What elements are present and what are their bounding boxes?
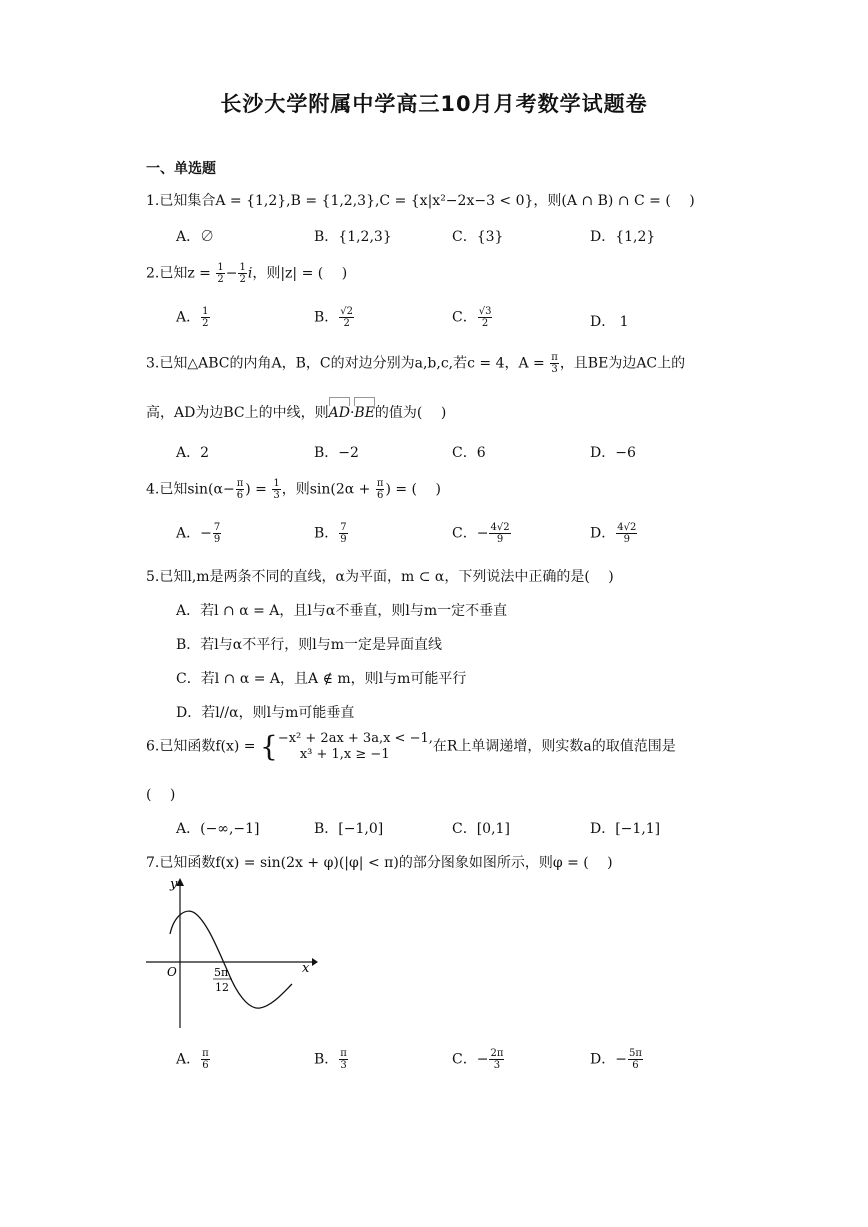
question-4-stem: 4.已知sin(α− $\frac{\pi}{6}$ ) = $\frac{1}{3}$ ，则sin(2α + $\frac{\pi}{6}$ ) = ( )	[146, 478, 441, 501]
q5-option-d: D．若l//α，则l与m可能垂直	[176, 705, 355, 721]
q7-option-d: D．− $\frac{5\pi}{6}$	[590, 1048, 642, 1071]
section-heading: 一、单选题	[146, 161, 216, 177]
q1-option-a: A．∅	[176, 229, 215, 245]
x-axis-arrow	[312, 958, 318, 966]
vector-be: BE	[354, 405, 375, 421]
q3-option-c: C．6	[452, 445, 486, 461]
q7-option-c: C．− $\frac{2\pi}{3}$	[452, 1048, 504, 1071]
vector-ad: AD	[328, 405, 350, 421]
q3-option-b: B．−2	[314, 445, 359, 461]
q5-option-c: C．若l ∩ α = A，且A ∉ m，则l与m可能平行	[176, 671, 467, 687]
x-axis-label: x	[302, 961, 310, 976]
q2-stem-pre: 2.已知z =	[146, 265, 216, 282]
q2-option-b: B． $\frac{√2}{2}$	[314, 306, 354, 329]
piecewise-function: −x² + 2ax + 3a,x < −1, x³ + 1,x ≥ −1	[277, 730, 433, 762]
question-6-stem: 6.已知函数f(x) = { −x² + 2ax + 3a,x < −1, x³ + 1,x ≥ −1 在R上单调递增，则实数a的取值范围是	[146, 730, 676, 763]
q6-option-c: C．[0,1]	[452, 821, 510, 837]
question-5-stem: 5.已知l,m是两条不同的直线，α为平面，m ⊂ α，下列说法中正确的是( )	[146, 569, 614, 585]
q5-option-a: A．若l ∩ α = A，且l与α不垂直，则l与m一定不垂直	[176, 603, 508, 619]
q1-option-d: D．{1,2}	[590, 229, 656, 245]
q2-frac-2: $\frac{1}{2}$	[239, 262, 246, 285]
q3-option-a: A．2	[176, 445, 210, 461]
q6-option-a: A．(−∞,−1]	[176, 821, 260, 837]
q1-option-c: C．{3}	[452, 229, 504, 245]
question-2-stem: 2.已知z = $\frac{1}{2}$ − $\frac{1}{2}$ i，则|z| = ( )	[146, 262, 348, 285]
question-3-line-1: 3.已知△ABC的内角A，B，C的对边分别为a,b,c,若c = 4，A = $\frac{\pi}{3}$ ，且BE为边AC上的	[146, 352, 686, 375]
tick-label-numerator: 5π	[214, 966, 229, 979]
q6-option-b: B．[−1,0]	[314, 821, 384, 837]
sine-graph	[140, 876, 320, 1036]
q4-option-b: B． $\frac{7}{9}$	[314, 522, 347, 545]
page-title: 长沙大学附属中学高三10月月考数学试题卷	[220, 92, 648, 116]
q2-option-c: C． $\frac{√3}{2}$	[452, 306, 492, 329]
q2-option-d: D． 1	[590, 314, 629, 330]
q5-option-b: B．若l与α不平行，则l与m一定是异面直线	[176, 637, 442, 653]
q2-frac-1: $\frac{1}{2}$	[217, 262, 224, 285]
origin-label: O	[167, 965, 177, 979]
question-6-paren: ( )	[146, 787, 176, 803]
q4-option-c: C．− $\frac{4√2}{9}$	[452, 522, 510, 545]
q2-option-a: A． $\frac{1}{2}$	[176, 306, 209, 329]
q7-option-a: A． $\frac{\pi}{6}$	[176, 1048, 209, 1071]
question-7-stem: 7.已知函数f(x) = sin(2x + φ)(|φ| < π)的部分图象如图所示，则φ = ( )	[146, 855, 613, 871]
q7-option-b: B． $\frac{\pi}{3}$	[314, 1048, 347, 1071]
q4-option-d: D． $\frac{4√2}{9}$	[590, 522, 637, 545]
question-1-stem: 1.已知集合A = {1,2},B = {1,2,3},C = {x|x²−2x−3 < 0}，则(A ∩ B) ∩ C = ( )	[146, 193, 695, 209]
q3-option-d: D．−6	[590, 445, 636, 461]
tick-label-denominator: 12	[215, 981, 229, 994]
y-axis-label: y	[170, 877, 178, 892]
q6-option-d: D．[−1,1]	[590, 821, 661, 837]
question-3-line-2: 高，AD为边BC上的中线，则AD·BE的值为( )	[146, 405, 447, 421]
q4-option-a: A．− $\frac{7}{9}$	[176, 522, 221, 545]
sine-curve	[170, 911, 292, 1008]
q1-option-b: B．{1,2,3}	[314, 229, 392, 245]
